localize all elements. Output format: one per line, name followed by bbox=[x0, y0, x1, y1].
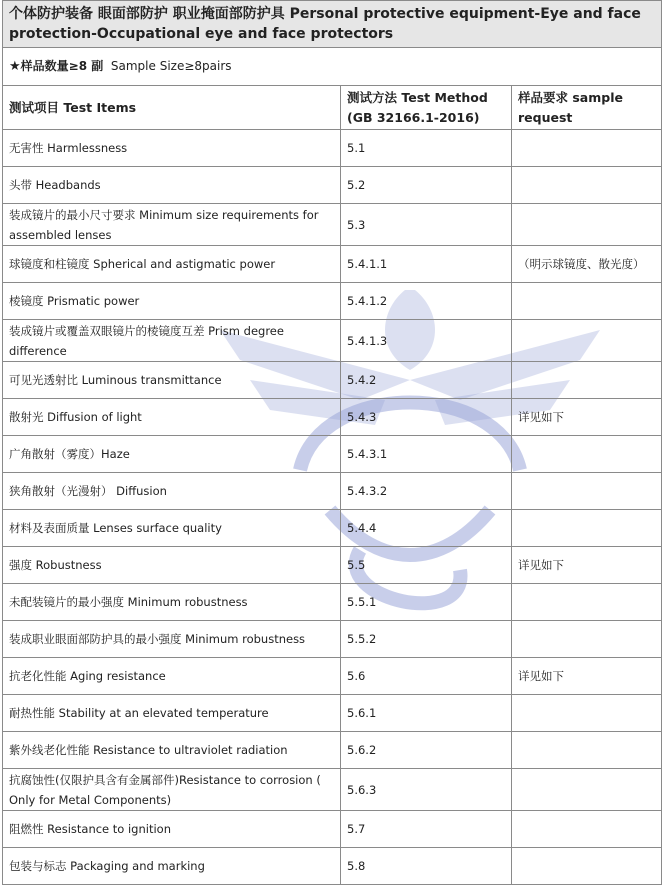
star-icon: ★ bbox=[9, 59, 21, 74]
sample-request-cell bbox=[512, 320, 662, 362]
sample-request-cell bbox=[512, 473, 662, 510]
test-method-cell: 5.4.1.1 bbox=[341, 246, 512, 283]
test-item-cell: 装成镜片的最小尺寸要求 Minimum size requirements for assembled lenses bbox=[3, 204, 341, 246]
table-row bbox=[3, 246, 662, 283]
table-row bbox=[3, 695, 662, 732]
test-method-cell: 5.4.4 bbox=[341, 510, 512, 547]
table-row bbox=[3, 204, 662, 246]
test-item-cell: 材料及表面质量 Lenses surface quality bbox=[3, 510, 341, 547]
test-method-cell: 5.6.2 bbox=[341, 732, 512, 769]
sample-size-cell bbox=[3, 48, 662, 86]
sample-request-cell bbox=[512, 436, 662, 473]
sample-size-cn: 样品数量≥8 副 bbox=[20, 59, 104, 73]
sample-request-cell: 详见如下 bbox=[512, 547, 662, 584]
table-row bbox=[3, 769, 662, 811]
title-row bbox=[3, 1, 662, 48]
sample-request-cell: （明示球镜度、散光度） bbox=[512, 246, 662, 283]
sample-request-cell bbox=[512, 362, 662, 399]
test-item-cell: 阻燃性 Resistance to ignition bbox=[3, 811, 341, 848]
test-method-cell: 5.7 bbox=[341, 811, 512, 848]
test-item-cell: 未配装镜片的最小强度 Minimum robustness bbox=[3, 584, 341, 621]
test-item-cell: 耐热性能 Stability at an elevated temperature bbox=[3, 695, 341, 732]
sample-request-cell bbox=[512, 848, 662, 885]
test-item-cell: 狭角散射（光漫射） Diffusion bbox=[3, 473, 341, 510]
sample-request-cell bbox=[512, 732, 662, 769]
test-item-cell: 无害性 Harmlessness bbox=[3, 130, 341, 167]
table-row bbox=[3, 436, 662, 473]
test-method-cell: 5.5.1 bbox=[341, 584, 512, 621]
test-item-cell: 广角散射（雾度）Haze bbox=[3, 436, 341, 473]
test-method-cell: 5.4.3 bbox=[341, 399, 512, 436]
test-method-cell: 5.4.3.1 bbox=[341, 436, 512, 473]
sample-request-cell bbox=[512, 695, 662, 732]
header-row bbox=[3, 86, 662, 130]
table-row bbox=[3, 547, 662, 584]
table-row bbox=[3, 811, 662, 848]
test-method-cell: 5.5 bbox=[341, 547, 512, 584]
test-method-cell: 5.4.1.2 bbox=[341, 283, 512, 320]
table-row bbox=[3, 848, 662, 885]
test-method-cell: 5.4.3.2 bbox=[341, 473, 512, 510]
table-row bbox=[3, 167, 662, 204]
sample-request-cell bbox=[512, 811, 662, 848]
table-row bbox=[3, 658, 662, 695]
test-method-cell: 5.2 bbox=[341, 167, 512, 204]
test-item-cell: 可见光透射比 Luminous transmittance bbox=[3, 362, 341, 399]
test-item-cell: 头带 Headbands bbox=[3, 167, 341, 204]
sample-request-cell bbox=[512, 769, 662, 811]
test-method-cell: 5.3 bbox=[341, 204, 512, 246]
table-row bbox=[3, 320, 662, 362]
table-row bbox=[3, 510, 662, 547]
test-item-cell: 抗腐蚀性(仅限护具含有金属部件)Resistance to corrosion ( Only for Metal Components) bbox=[3, 769, 341, 811]
sample-request-cell bbox=[512, 621, 662, 658]
sample-request-cell bbox=[512, 584, 662, 621]
sample-request-cell bbox=[512, 510, 662, 547]
sample-request-cell bbox=[512, 130, 662, 167]
test-item-cell: 散射光 Diffusion of light bbox=[3, 399, 341, 436]
test-method-cell: 5.5.2 bbox=[341, 621, 512, 658]
table-row bbox=[3, 473, 662, 510]
table-row bbox=[3, 584, 662, 621]
table-row bbox=[3, 732, 662, 769]
sample-request-cell: 详见如下 bbox=[512, 658, 662, 695]
table-row bbox=[3, 130, 662, 167]
test-items-table bbox=[2, 0, 662, 885]
sample-request-cell bbox=[512, 204, 662, 246]
sample-request-cell bbox=[512, 283, 662, 320]
table-row bbox=[3, 283, 662, 320]
sample-request-cell bbox=[512, 167, 662, 204]
test-item-cell: 强度 Robustness bbox=[3, 547, 341, 584]
test-method-cell: 5.6.3 bbox=[341, 769, 512, 811]
test-method-cell: 5.4.2 bbox=[341, 362, 512, 399]
test-method-cell: 5.6 bbox=[341, 658, 512, 695]
test-item-cell: 球镜度和柱镜度 Spherical and astigmatic power bbox=[3, 246, 341, 283]
sample-size-en: Sample Size≥8pairs bbox=[110, 59, 232, 73]
test-item-cell: 棱镜度 Prismatic power bbox=[3, 283, 341, 320]
document-title: 个体防护装备 眼面部防护 职业掩面部防护具 Personal protective equipment-Eye and face protection-Occupational eye and face protectors bbox=[3, 1, 662, 48]
test-item-cell: 装成镜片或覆盖双眼镜片的棱镜度互差 Prism degree difference bbox=[3, 320, 341, 362]
test-item-cell: 抗老化性能 Aging resistance bbox=[3, 658, 341, 695]
test-item-cell: 包装与标志 Packaging and marking bbox=[3, 848, 341, 885]
test-method-cell: 5.6.1 bbox=[341, 695, 512, 732]
table-row bbox=[3, 621, 662, 658]
header-test-method: 测试方法 Test Method (GB 32166.1-2016) bbox=[341, 86, 512, 130]
header-sample-request: 样品要求 sample request bbox=[512, 86, 662, 130]
header-test-items: 测试项目 Test Items bbox=[3, 86, 341, 130]
test-item-cell: 紫外线老化性能 Resistance to ultraviolet radiation bbox=[3, 732, 341, 769]
test-method-cell: 5.4.1.3 bbox=[341, 320, 512, 362]
test-method-cell: 5.1 bbox=[341, 130, 512, 167]
sample-request-cell: 详见如下 bbox=[512, 399, 662, 436]
table-row bbox=[3, 399, 662, 436]
sample-size-row bbox=[3, 48, 662, 86]
test-item-cell: 装成职业眼面部防护具的最小强度 Minimum robustness bbox=[3, 621, 341, 658]
test-method-cell: 5.8 bbox=[341, 848, 512, 885]
table-row bbox=[3, 362, 662, 399]
